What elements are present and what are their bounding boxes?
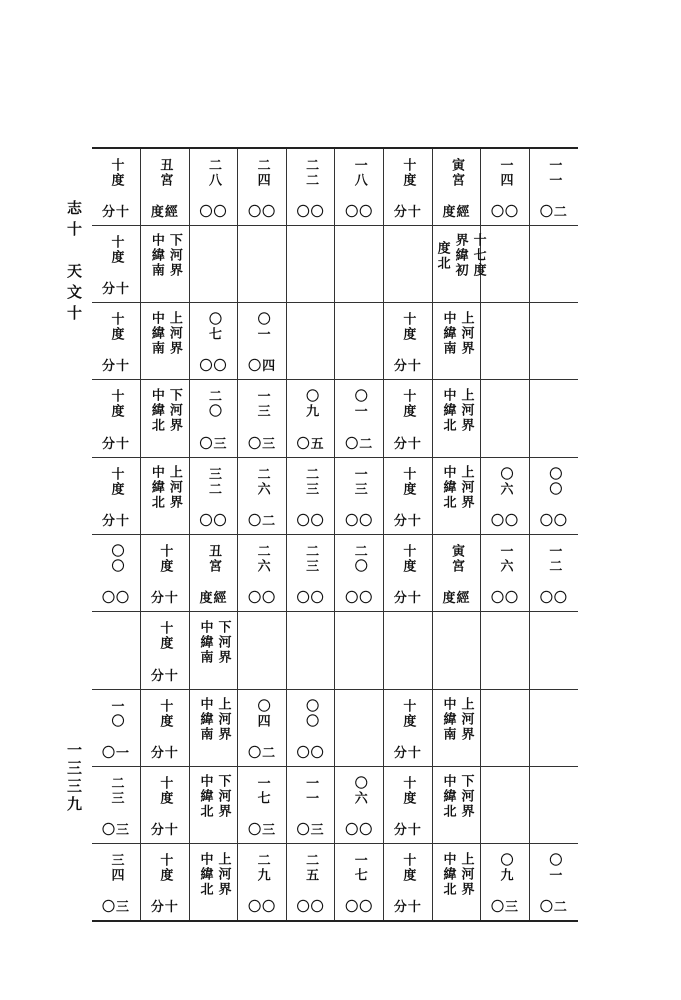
margin-title: 志十 天文十 (65, 200, 83, 326)
table-cell (384, 148, 433, 225)
cell-bottom-text: 〇〇 (345, 591, 374, 607)
cell-top-text: 十度 (108, 312, 124, 343)
cell-bottom-text: 〇一 (102, 745, 131, 761)
cell-top-text: 〇一 (254, 312, 270, 343)
table-cell (335, 380, 384, 457)
table-cell (286, 689, 335, 766)
cell-top-text: 二六 (254, 466, 270, 497)
table-cell (481, 380, 530, 457)
cell-bottom-text: 分十 (102, 359, 131, 375)
table-cell (286, 612, 335, 689)
cell-top-text: 上河界中緯北 (440, 465, 474, 511)
table-cell (384, 689, 433, 766)
table-row (92, 534, 578, 611)
table-cell (92, 148, 141, 225)
cell-bottom-text: 〇〇 (296, 745, 325, 761)
table-cell (189, 534, 238, 611)
cell-bottom-text: 度經 (150, 204, 179, 220)
cell-top-text: 〇〇 (108, 543, 124, 574)
cell-top-text: 一七 (254, 775, 270, 806)
cell-bottom-text: 分十 (102, 282, 131, 298)
table-cell (529, 689, 578, 766)
cell-top-text: 下河界中緯南 (197, 619, 231, 665)
cell-top-text: 二〇 (351, 543, 367, 574)
cell-bottom-text: 〇二 (539, 204, 568, 220)
table-cell (529, 148, 578, 225)
table-cell (529, 380, 578, 457)
table-cell (335, 534, 384, 611)
table-cell (335, 457, 384, 534)
cell-bottom-text: 分十 (102, 513, 131, 529)
cell-top-text: 三二 (205, 466, 221, 497)
table-row (92, 380, 578, 457)
cell-bottom-text: 分十 (393, 900, 422, 915)
cell-bottom-text: 分十 (150, 745, 179, 761)
cell-top-text: 上河界中緯北 (440, 851, 474, 897)
table-row (92, 689, 578, 766)
cell-top-text: 〇四 (254, 698, 270, 729)
table-cell (432, 225, 486, 302)
table-cell (92, 225, 141, 302)
table-cell (481, 766, 530, 843)
cell-top-text: 十度 (400, 389, 416, 420)
cell-bottom-text: 〇〇 (248, 591, 277, 607)
table-cell (141, 148, 190, 225)
cell-top-text: 〇七 (205, 312, 221, 343)
table-cell (432, 534, 481, 611)
cell-top-text: 二二 (303, 158, 319, 188)
cell-bottom-text: 〇〇 (345, 823, 374, 839)
cell-top-text: 二八 (205, 158, 221, 188)
cell-bottom-text: 分十 (393, 823, 422, 839)
table-cell (432, 766, 481, 843)
cell-bottom-text: 〇〇 (491, 204, 520, 220)
cell-bottom-text: 〇〇 (539, 513, 568, 529)
table-cell (432, 380, 481, 457)
cell-bottom-text: 〇〇 (199, 513, 228, 529)
cell-bottom-text: 〇〇 (491, 591, 520, 607)
cell-bottom-text: 〇〇 (248, 204, 277, 220)
table-cell (141, 457, 190, 534)
table-cell (92, 303, 141, 380)
table-cell (141, 225, 190, 302)
cell-top-text: 十度 (157, 698, 173, 729)
table-row (92, 612, 578, 689)
table-cell (335, 766, 384, 843)
cell-bottom-text: 分十 (102, 436, 131, 452)
cell-bottom-text: 〇三 (248, 436, 277, 452)
table-cell (141, 534, 190, 611)
table-cell (92, 534, 141, 611)
cell-top-text: 寅宮 (448, 158, 464, 188)
cell-top-text: 上河界中緯南 (440, 697, 474, 743)
cell-top-text: 〇一 (546, 853, 562, 884)
table-cell (432, 844, 481, 921)
table-row (92, 844, 578, 921)
table-cell (529, 612, 578, 689)
cell-bottom-text: 〇〇 (345, 204, 374, 220)
cell-bottom-text: 分十 (150, 591, 179, 607)
table-cell (92, 380, 141, 457)
table-cell (286, 225, 335, 302)
table-cell (481, 225, 530, 302)
cell-top-text: 二三 (303, 543, 319, 574)
cell-top-text: 十度 (108, 234, 124, 265)
cell-top-text: 一六 (497, 543, 513, 574)
table-cell (189, 689, 238, 766)
table-cell (481, 689, 530, 766)
cell-top-text: 十度 (108, 466, 124, 497)
cell-top-text: 十度 (157, 775, 173, 806)
astronomical-table (92, 147, 578, 922)
cell-top-text: 寅宮 (448, 543, 464, 574)
cell-top-text: 一一 (303, 775, 319, 806)
cell-bottom-text: 〇三 (102, 823, 131, 839)
table-cell (238, 148, 287, 225)
cell-bottom-text: 〇〇 (296, 513, 325, 529)
table-cell (335, 148, 384, 225)
cell-top-text: 〇九 (303, 389, 319, 420)
table-cell (432, 303, 481, 380)
table-cell (529, 766, 578, 843)
cell-top-text: 十度 (108, 158, 124, 188)
table-cell (141, 844, 190, 921)
cell-bottom-text: 分十 (102, 204, 131, 220)
cell-bottom-text: 〇〇 (199, 204, 228, 220)
table-cell (529, 225, 578, 302)
table-cell (92, 457, 141, 534)
table-cell (335, 303, 384, 380)
cell-bottom-text: 〇〇 (491, 513, 520, 529)
cell-bottom-text: 分十 (393, 359, 422, 375)
cell-top-text: 丑宮 (157, 158, 173, 188)
table-cell (141, 689, 190, 766)
table-cell (384, 612, 433, 689)
cell-top-text: 〇〇 (303, 698, 319, 729)
cell-top-text: 一四 (497, 158, 513, 188)
cell-bottom-text: 度經 (442, 204, 471, 220)
cell-bottom-text: 分十 (393, 591, 422, 607)
table-cell (189, 303, 238, 380)
table-cell (238, 689, 287, 766)
cell-bottom-text: 度經 (442, 591, 471, 607)
table-cell (286, 380, 335, 457)
cell-bottom-text: 〇三 (248, 823, 277, 839)
table-cell (189, 457, 238, 534)
cell-top-text: 一〇 (108, 698, 124, 729)
cell-top-text: 二三 (108, 775, 124, 806)
table-row (92, 303, 578, 380)
table-cell (92, 689, 141, 766)
cell-top-text: 上河界中緯南 (197, 697, 231, 743)
table-cell (529, 844, 578, 921)
cell-top-text: 一二 (546, 543, 562, 574)
cell-bottom-text: 分十 (393, 745, 422, 761)
cell-top-text: 十度 (400, 158, 416, 188)
cell-bottom-text: 〇四 (248, 359, 277, 375)
cell-top-text: 十度 (108, 389, 124, 420)
table-row (92, 457, 578, 534)
cell-bottom-text: 分十 (393, 436, 422, 452)
table-row (92, 766, 578, 843)
cell-bottom-text: 〇二 (539, 900, 568, 915)
cell-top-text: 下河界中緯北 (440, 774, 474, 820)
cell-bottom-text: 〇三 (296, 823, 325, 839)
table-cell (384, 534, 433, 611)
cell-bottom-text: 〇三 (199, 436, 228, 452)
cell-top-text: 一八 (351, 158, 367, 188)
table-cell (92, 844, 141, 921)
table-cell (238, 844, 287, 921)
table-cell (238, 380, 287, 457)
table-cell (481, 534, 530, 611)
cell-bottom-text: 〇〇 (296, 591, 325, 607)
table-cell (384, 303, 433, 380)
cell-top-text: 二三 (303, 466, 319, 497)
page-number: 一三三九 (65, 742, 83, 814)
cell-top-text: 上河界中緯南 (440, 310, 474, 356)
cell-bottom-text: 〇〇 (248, 900, 277, 915)
cell-bottom-text: 〇三 (491, 900, 520, 915)
table-cell (529, 534, 578, 611)
table-cell (481, 612, 530, 689)
table-cell (92, 612, 141, 689)
cell-top-text: 十度 (157, 543, 173, 574)
table-cell (238, 225, 287, 302)
cell-top-text: 上河界中緯北 (148, 465, 182, 511)
table-cell (335, 225, 384, 302)
table-cell (189, 225, 238, 302)
cell-top-text: 下河界中緯北 (197, 774, 231, 820)
table-cell (432, 612, 481, 689)
cell-top-text: 一七 (351, 853, 367, 884)
table-cell (286, 303, 335, 380)
cell-bottom-text: 〇三 (102, 900, 131, 915)
table-cell (238, 457, 287, 534)
cell-top-text: 三四 (108, 853, 124, 884)
table-cell (189, 612, 238, 689)
table-cell (286, 148, 335, 225)
cell-top-text: 一三 (254, 389, 270, 420)
cell-top-text: 二六 (254, 543, 270, 574)
cell-top-text: 一一 (546, 158, 562, 188)
cell-bottom-text: 〇二 (345, 436, 374, 452)
cell-bottom-text: 〇〇 (199, 359, 228, 375)
table-cell (141, 380, 190, 457)
table-row (92, 225, 578, 302)
cell-bottom-text: 〇二 (248, 513, 277, 529)
table-cell (141, 303, 190, 380)
cell-top-text: 十度 (400, 853, 416, 884)
table-row (92, 148, 578, 225)
cell-bottom-text: 〇〇 (345, 513, 374, 529)
cell-bottom-text: 〇五 (296, 436, 325, 452)
table-cell (432, 457, 481, 534)
table-cell (238, 303, 287, 380)
cell-top-text: 上河界中緯南 (148, 310, 182, 356)
table-cell (432, 148, 481, 225)
cell-top-text: 二四 (254, 158, 270, 188)
cell-top-text: 下河界中緯北 (148, 387, 182, 433)
table-cell (384, 380, 433, 457)
cell-bottom-text: 〇〇 (296, 204, 325, 220)
cell-top-text: 上河界中緯北 (197, 851, 231, 897)
cell-top-text: 一三 (351, 466, 367, 497)
cell-top-text: 丑宮 (205, 543, 221, 574)
table-cell (335, 689, 384, 766)
cell-top-text: 〇六 (497, 466, 513, 497)
table-cell (92, 766, 141, 843)
cell-top-text: 〇〇 (546, 466, 562, 497)
cell-bottom-text: 分十 (393, 513, 422, 529)
table-cell (481, 844, 530, 921)
table-cell (529, 457, 578, 534)
cell-top-text: 〇九 (497, 853, 513, 884)
cell-top-text: 十度 (157, 621, 173, 652)
table-cell (384, 766, 433, 843)
table-cell (529, 303, 578, 380)
table-cell (481, 303, 530, 380)
table-cell (189, 766, 238, 843)
cell-bottom-text: 〇〇 (345, 900, 374, 915)
cell-top-text: 二〇 (205, 389, 221, 420)
cell-bottom-text: 分十 (150, 823, 179, 839)
table-cell (141, 612, 190, 689)
cell-top-text: 十度 (400, 698, 416, 729)
cell-top-text: 十度 (157, 853, 173, 884)
cell-top-text: 二九 (254, 853, 270, 884)
cell-top-text: 上河界中緯北 (440, 387, 474, 433)
table-cell (432, 689, 481, 766)
table-cell (384, 457, 433, 534)
cell-top-text: 十度 (400, 466, 416, 497)
cell-bottom-text: 分十 (150, 900, 179, 915)
table-cell (189, 148, 238, 225)
table-cell (286, 844, 335, 921)
cell-bottom-text: 〇〇 (296, 900, 325, 915)
table-cell (481, 148, 530, 225)
table-cell (238, 534, 287, 611)
cell-top-text: 〇六 (351, 775, 367, 806)
cell-top-text: 二五 (303, 853, 319, 884)
cell-top-text: 十度 (400, 543, 416, 574)
table-cell (335, 612, 384, 689)
cell-top-text: 十七度界緯初度北 (434, 233, 486, 279)
cell-bottom-text: 分十 (150, 668, 179, 684)
table-cell (141, 766, 190, 843)
cell-bottom-text: 度經 (199, 591, 228, 607)
table-cell (335, 844, 384, 921)
table-cell (286, 534, 335, 611)
cell-top-text: 十度 (400, 312, 416, 343)
cell-bottom-text: 〇〇 (539, 591, 568, 607)
cell-top-text: 下河界中緯南 (148, 233, 182, 279)
table-cell (481, 457, 530, 534)
table-cell (286, 457, 335, 534)
table-cell (189, 380, 238, 457)
table-cell (238, 612, 287, 689)
cell-top-text: 十度 (400, 775, 416, 806)
cell-bottom-text: 分十 (393, 204, 422, 220)
cell-bottom-text: 〇二 (248, 745, 277, 761)
table-cell (189, 844, 238, 921)
table-cell (286, 766, 335, 843)
table-cell (238, 766, 287, 843)
cell-top-text: 〇一 (351, 389, 367, 420)
cell-bottom-text: 〇〇 (102, 591, 131, 607)
table-cell (384, 844, 433, 921)
table-cell (384, 225, 433, 302)
